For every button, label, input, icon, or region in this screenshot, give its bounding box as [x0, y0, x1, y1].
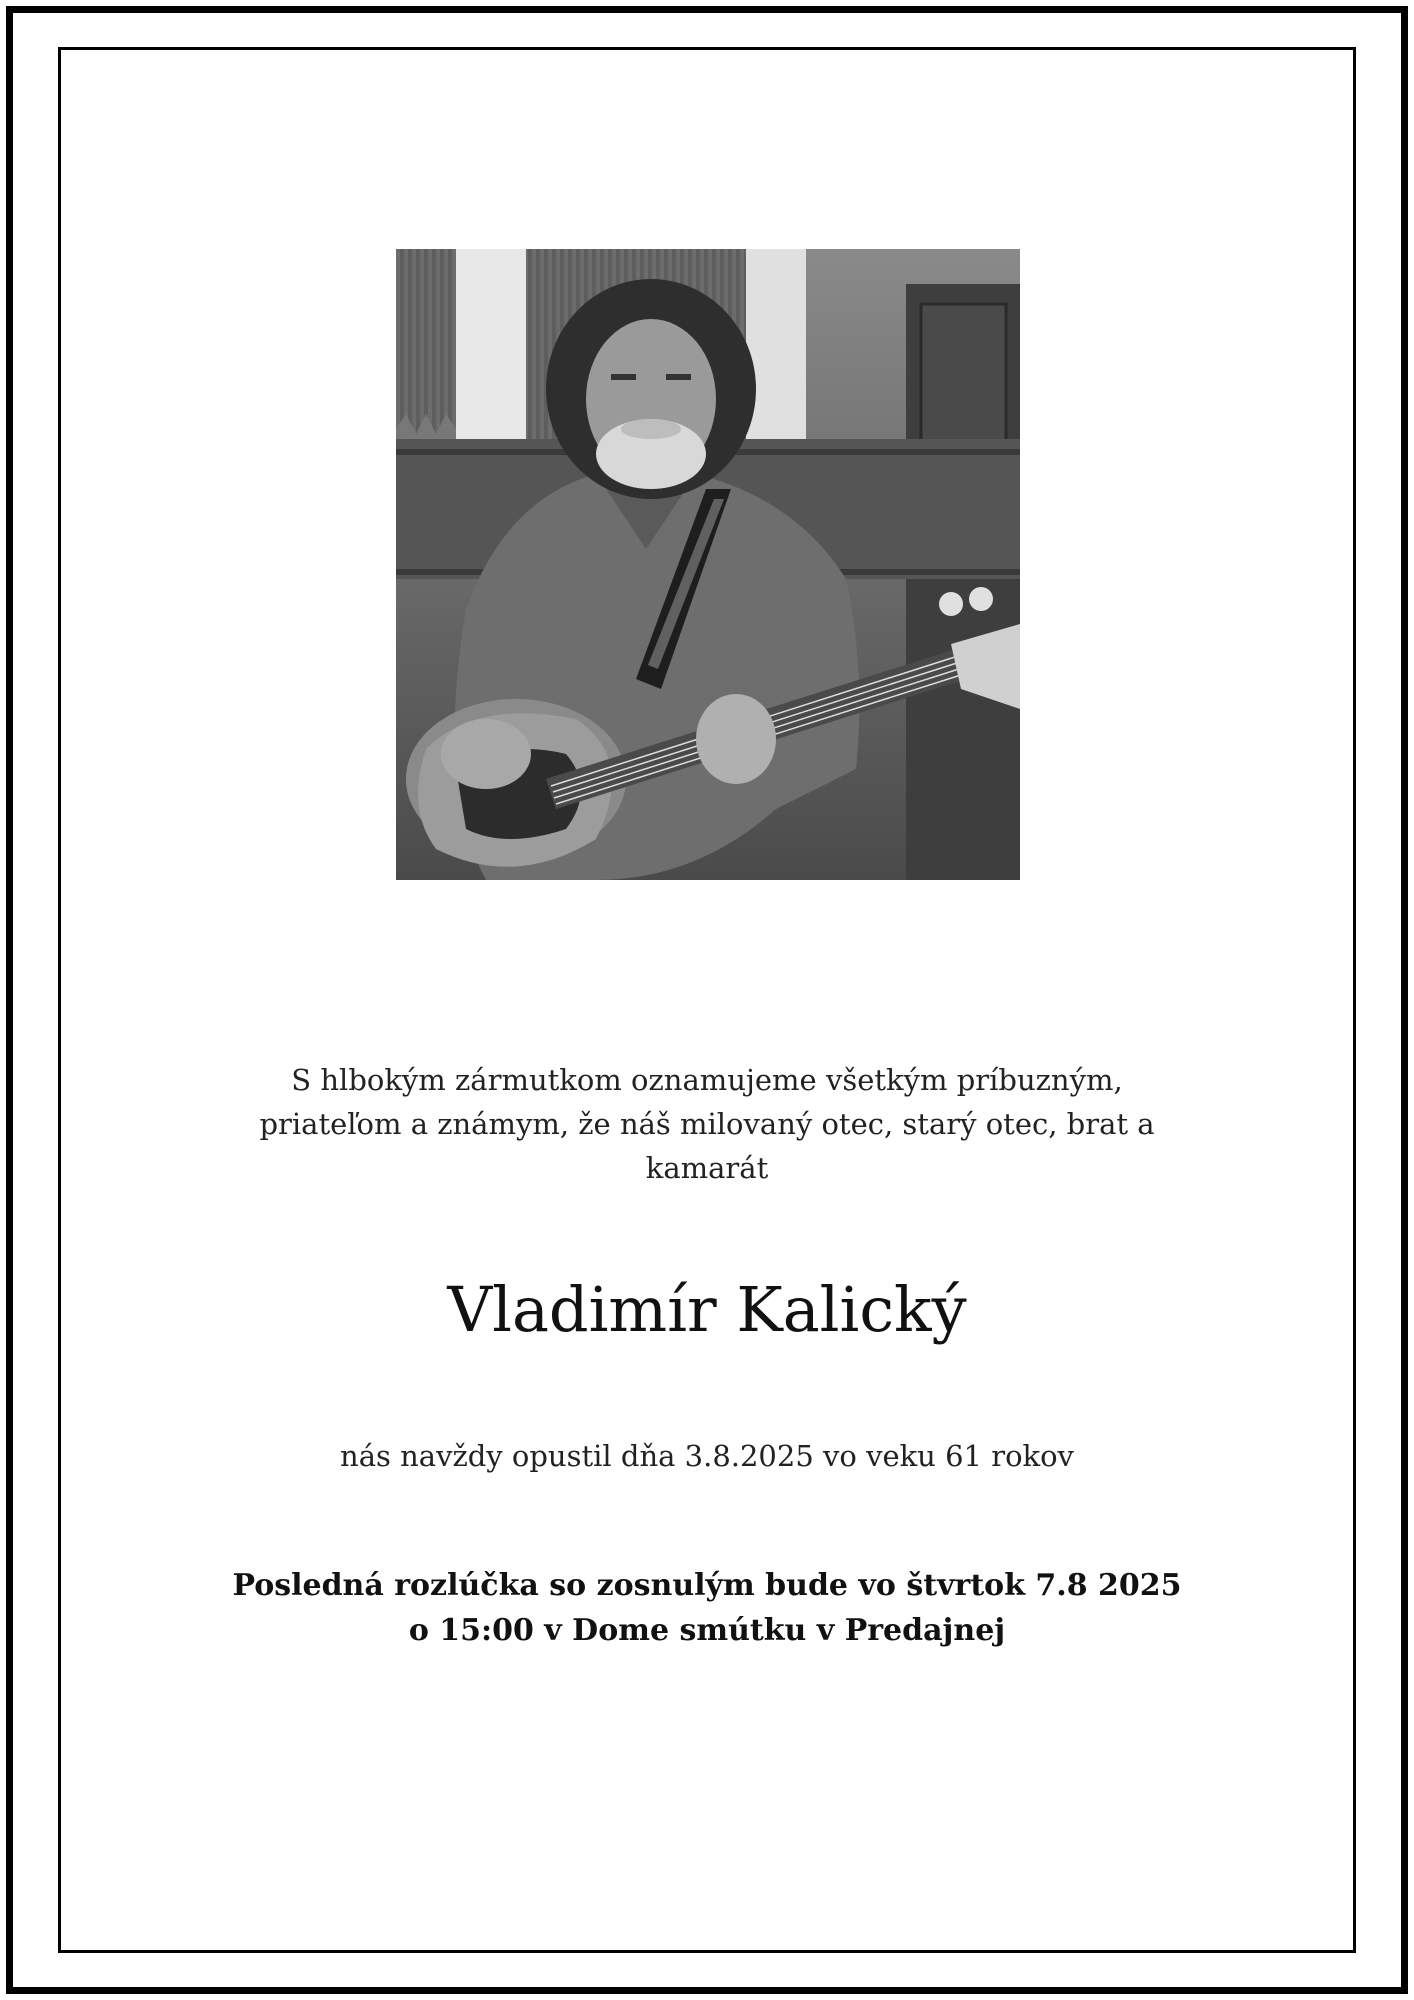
guitarist-photo-image [396, 249, 1020, 880]
funeral-details [150, 1563, 1264, 1653]
deceased-name: Vladimír Kalický [447, 1273, 967, 1346]
death-notice-text: nás navždy opustil dňa 3.8.2025 vo veku 61 rokov [340, 1439, 1074, 1473]
portrait-photo [396, 249, 1020, 880]
funeral-details-line-2: o 15:00 v Dome smútku v Predajnej [408, 1613, 1006, 1648]
intro-text: S hlbokým zármutkom oznamujeme všetkým príbuzným, priateľom a známym, že náš milovaný otec, starý otec, brat a kamarát [259, 1063, 1155, 1185]
funeral-details-line-1: Posledná rozlúčka so zosnulým bude vo štvrtok 7.8 2025 [232, 1568, 1182, 1603]
